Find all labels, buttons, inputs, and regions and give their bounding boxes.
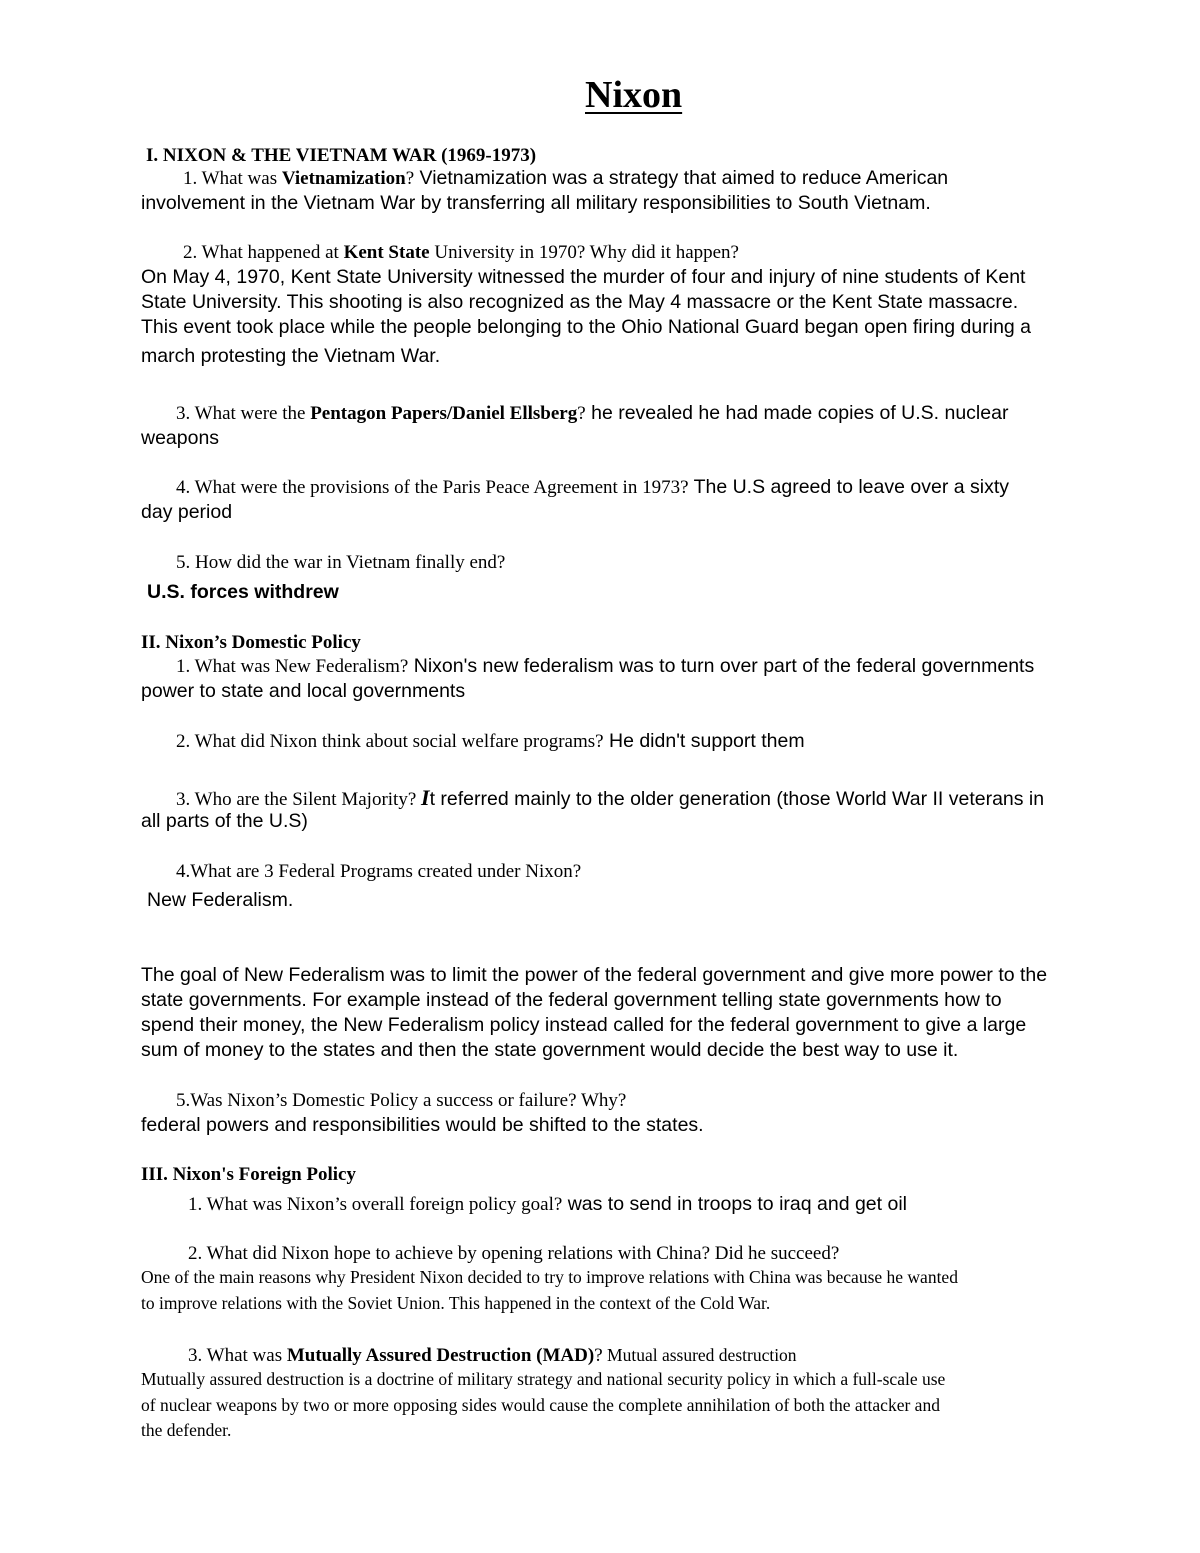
s1-q5-answer: U.S. forces withdrew	[147, 581, 339, 603]
s2-q2-answer: He didn't support them	[603, 730, 805, 752]
s1-q2-suffix: University in 1970? Why did it happen?	[429, 242, 739, 263]
s1-q2-prefix: 2. What happened at	[183, 242, 344, 263]
s3-question-2: 2. What did Nixon hope to achieve by opening relations with China? Did he succeed?	[188, 1243, 840, 1264]
s1-q3-answer-line-1: he revealed he had made copies of U.S. nuclear	[585, 402, 1009, 424]
s1-q4-answer-line-1: The U.S agreed to leave over a sixty	[688, 476, 1009, 498]
s2-q4-paragraph-line-2: state governments. For example instead of the federal government telling state governments how to	[141, 989, 1002, 1011]
s1-q4-answer-line-2: day period	[141, 501, 233, 523]
s2-q4-paragraph-line-1: The goal of New Federalism was to limit the power of the federal government and give more power to the	[141, 964, 1048, 986]
s1-q2-term: Kent State	[343, 242, 430, 263]
s3-question-3	[188, 1346, 797, 1365]
s1-q2-answer-line-3: This event took place while the people belonging to the Ohio National Guard began open firing during a	[141, 316, 1032, 338]
s3-q1-answer: was to send in troops to iraq and get oil	[562, 1193, 907, 1215]
s1-q1-suffix: ?	[405, 168, 415, 189]
s2-q1-answer-line-2: power to state and local governments	[141, 680, 466, 702]
s1-q3-term: Pentagon Papers/Daniel Ellsberg	[310, 403, 578, 424]
s1-q2-answer-line-2: State University. This shooting is also recognized as the May 4 massacre or the Kent State massacre.	[141, 291, 1019, 313]
s3-q3-answer-line-2: of nuclear weapons by two or more opposing sides would cause the complete annihilation of both the attacker and	[141, 1395, 940, 1415]
s1-question-4	[176, 478, 1009, 498]
s2-question-4: 4.What are 3 Federal Programs created under Nixon?	[176, 861, 582, 882]
s2-question-3	[176, 787, 1044, 810]
s1-q2-answer-line-4: march protesting the Vietnam War.	[141, 345, 441, 367]
section-1-heading: I. NIXON & THE VIETNAM WAR (1969-1973)	[146, 145, 537, 166]
s1-q3-prefix: 3. What were the	[176, 403, 311, 424]
s1-question-5: 5. How did the war in Vietnam finally end?	[176, 552, 506, 573]
s3-q2-answer-line-1: One of the main reasons why President Nixon decided to try to improve relations with China was because he wanted	[141, 1267, 958, 1287]
s2-q3-glyph: I	[421, 785, 430, 810]
s1-q4-question: 4. What were the provisions of the Paris Peace Agreement in 1973?	[176, 477, 689, 498]
s3-q3-answer-inline: Mutual assured destruction	[602, 1345, 797, 1365]
s3-q3-prefix: 3. What was	[188, 1345, 287, 1366]
s2-q2-question: 2. What did Nixon think about social welfare programs?	[176, 731, 604, 752]
s1-question-1	[183, 169, 948, 189]
s2-question-5: 5.Was Nixon’s Domestic Policy a success or failure? Why?	[176, 1090, 627, 1111]
s3-question-1	[188, 1195, 907, 1215]
page-title: Nixon	[585, 74, 683, 116]
s2-q3-answer-line-2: all parts of the U.S)	[141, 810, 308, 832]
s1-q1-answer-line-2: involvement in the Vietnam War by transferring all military responsibilities to South Vietnam.	[141, 192, 931, 214]
s2-q4-paragraph-line-4: sum of money to the states and then the state government would decide the best way to use it.	[141, 1039, 959, 1061]
s3-q3-answer-line-1: Mutually assured destruction is a doctrine of military strategy and national security policy in which a full-scale use	[141, 1369, 946, 1389]
s2-question-1	[176, 657, 1034, 677]
s1-question-2	[183, 243, 739, 262]
s2-q1-answer-line-1: Nixon's new federalism was to turn over part of the federal governments	[408, 655, 1035, 677]
s2-q4-answer-line-1: New Federalism.	[147, 889, 294, 911]
s1-q1-term: Vietnamization	[281, 168, 406, 189]
s1-q3-suffix: ?	[577, 403, 586, 424]
section-3-heading: III. Nixon's Foreign Policy	[141, 1164, 356, 1185]
s3-q3-suffix: ?	[594, 1345, 603, 1366]
s3-q3-answer-line-3: the defender.	[141, 1420, 232, 1440]
s2-q3-answer-line-1: t referred mainly to the older generation (those World War II veterans in	[429, 788, 1045, 810]
s1-q2-answer-line-1: On May 4, 1970, Kent State University witnessed the murder of four and injury of nine students of Kent	[141, 266, 1026, 288]
s2-q5-answer: federal powers and responsibilities would be shifted to the states.	[141, 1114, 704, 1136]
s2-q3-question: 3. Who are the Silent Majority?	[176, 789, 422, 810]
s2-q1-question: 1. What was New Federalism?	[176, 656, 409, 677]
s1-q3-answer-line-2: weapons	[141, 427, 220, 449]
s3-q3-term: Mutually Assured Destruction (MAD)	[286, 1345, 595, 1366]
s3-q2-answer-line-2: to improve relations with the Soviet Union. This happened in the context of the Cold War.	[141, 1293, 771, 1313]
s3-q1-question: 1. What was Nixon’s overall foreign policy goal?	[188, 1194, 563, 1215]
s1-question-3	[176, 404, 1008, 424]
section-2-heading: II. Nixon’s Domestic Policy	[141, 632, 361, 653]
s2-question-2	[176, 732, 805, 752]
s1-q1-prefix: 1. What was	[183, 168, 282, 189]
s2-q4-paragraph-line-3: spend their money, the New Federalism policy instead called for the federal government to give a large	[141, 1014, 1027, 1036]
s1-q1-answer-line-1: Vietnamization was a strategy that aimed to reduce American	[414, 167, 949, 189]
